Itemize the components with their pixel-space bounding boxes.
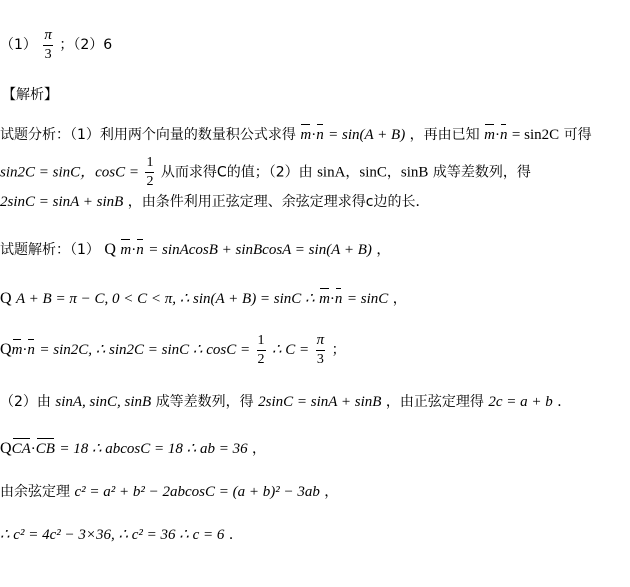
sinB-term: sinB — [400, 164, 429, 181]
solution-punct-3: ； — [331, 342, 346, 358]
solution-formula-6: sinA, sinC, sinB — [55, 394, 152, 410]
answer-line — [0, 28, 112, 62]
vector-m: m — [300, 127, 312, 143]
solution-formula-2: A + B = π − C, 0 < C < π, ∴ sin(A + B) = sinC ∴ — [16, 291, 315, 307]
solution-text-4a: （2）由 — [0, 394, 51, 410]
analysis-formula-2: = sin2C — [511, 127, 560, 143]
frac-numerator-2: 1 — [257, 334, 266, 351]
vector-m-5: m — [11, 342, 23, 358]
dot-operator-3: · — [131, 242, 137, 258]
because-symbol-4: Q — [0, 440, 12, 457]
analysis-text-3: ，由条件利用正弦定理、余弦定理求得c边的长． — [127, 194, 430, 210]
vector-n: n — [316, 127, 324, 143]
solution-fraction-pi — [316, 333, 326, 367]
analysis-text-2b: 成等差数列，得 — [432, 164, 531, 181]
vector-m-2: m — [484, 127, 495, 143]
solution-formula-3: = sinC — [346, 291, 389, 307]
solution-line-5 — [0, 441, 266, 457]
answer-fraction — [43, 28, 53, 62]
analysis-formula-4: 2sinC = sinA + sinB — [0, 194, 124, 210]
solution-text-6a: 由余弦定理 — [0, 484, 70, 500]
dot-operator-5: · — [22, 342, 28, 358]
answer-frac-numerator: π — [43, 28, 53, 46]
solution-formula-4: = sin2C, ∴ sin2C = sinC ∴ cosC = — [39, 342, 251, 358]
solution-text-4b: 成等差数列，得 — [155, 394, 254, 410]
frac-numerator-3: π — [316, 333, 326, 351]
because-symbol-3: Q — [0, 341, 12, 358]
vector-n-5: n — [27, 342, 35, 358]
solution-line-7 — [0, 528, 243, 543]
vector-n-3: n — [136, 242, 144, 258]
analysis-title: 【解析】 — [2, 87, 58, 103]
analysis-line-3 — [0, 195, 429, 210]
frac-denominator: 2 — [146, 174, 154, 189]
solution-punct-4: ． — [557, 394, 572, 410]
analysis-text-1b: ，再由已知 — [409, 127, 480, 143]
sinA-term: sinA — [317, 164, 346, 181]
answer-part1-label: （1） — [0, 37, 37, 53]
solution-formula-8: 2c = a + b — [488, 394, 553, 410]
solution-formula-10: c² = a² + b² − 2abcosC = (a + b)² − 3ab — [74, 484, 320, 500]
vector-CA: CA — [11, 441, 31, 457]
frac-denominator-3: 3 — [316, 352, 324, 367]
solution-fraction-half — [257, 334, 266, 367]
because-symbol-2: Q — [0, 290, 12, 307]
analysis-text-1c: 可得 — [563, 127, 592, 143]
solution-text-4c: ，由正弦定理得 — [385, 394, 484, 410]
solution-line-2 — [0, 291, 407, 307]
dot-operator: · — [311, 127, 317, 143]
solution-formula-1: = sinAcosB + sinBcosA = sin(A + B) — [148, 242, 372, 258]
vector-CB: CB — [35, 441, 55, 457]
solution-line-4 — [0, 395, 571, 410]
solution-line-1 — [0, 242, 390, 258]
solution-punct-7: ． — [228, 527, 243, 543]
vector-m-3: m — [120, 242, 132, 258]
frac-denominator-2: 2 — [257, 351, 265, 367]
solution-punct-5: ， — [252, 441, 267, 457]
sinC-term: sinC — [359, 164, 387, 181]
analysis-formula-3: sin2C = sinC，cosC = — [0, 164, 140, 181]
answer-frac-denominator: 3 — [44, 47, 52, 62]
vector-n-4: n — [334, 291, 343, 307]
vector-n-2: n — [499, 127, 508, 143]
analysis-fraction-half — [145, 156, 154, 189]
answer-part2: ；（2）6 — [59, 37, 113, 53]
solution-formula-5: ∴ C = — [272, 342, 310, 358]
dot-operator-6: · — [30, 441, 36, 457]
solution-formula-7: 2sinC = sinA + sinB — [258, 394, 382, 410]
solution-formula-11: ∴ c² = 4c² − 3×36, ∴ c² = 36 ∴ c = 6 — [0, 527, 225, 543]
solution-line-3 — [0, 333, 346, 367]
frac-numerator: 1 — [145, 156, 154, 173]
solution-punct-2: ， — [392, 291, 407, 307]
solution-line-6 — [0, 485, 338, 500]
dot-operator-2: · — [494, 127, 500, 143]
solution-punct-6: ， — [324, 484, 339, 500]
solution-formula-9: = 18 ∴ abcosC = 18 ∴ ab = 36 — [59, 441, 248, 457]
solution-punct-1: ， — [376, 242, 391, 258]
dot-operator-4: · — [329, 291, 335, 307]
analysis-line-2: sin2C = sinC，cosC = $\frac{1}{2}$ 从而求得C的值；（2）由 sinA，sinC，sinB 成等差数列，得 — [0, 155, 531, 189]
analysis-line-1 — [0, 128, 592, 143]
analysis-text-2a: 从而求得C的值；（2）由 — [160, 164, 313, 181]
analysis-text-1a: 试题分析：（1）利用两个向量的数量积公式求得 — [0, 127, 296, 143]
analysis-formula-1: = sin(A + B) — [328, 127, 406, 143]
because-symbol: Q — [104, 241, 116, 258]
solution-text-1a: 试题解析：（1） — [0, 242, 100, 258]
vector-m-4: m — [319, 291, 330, 307]
